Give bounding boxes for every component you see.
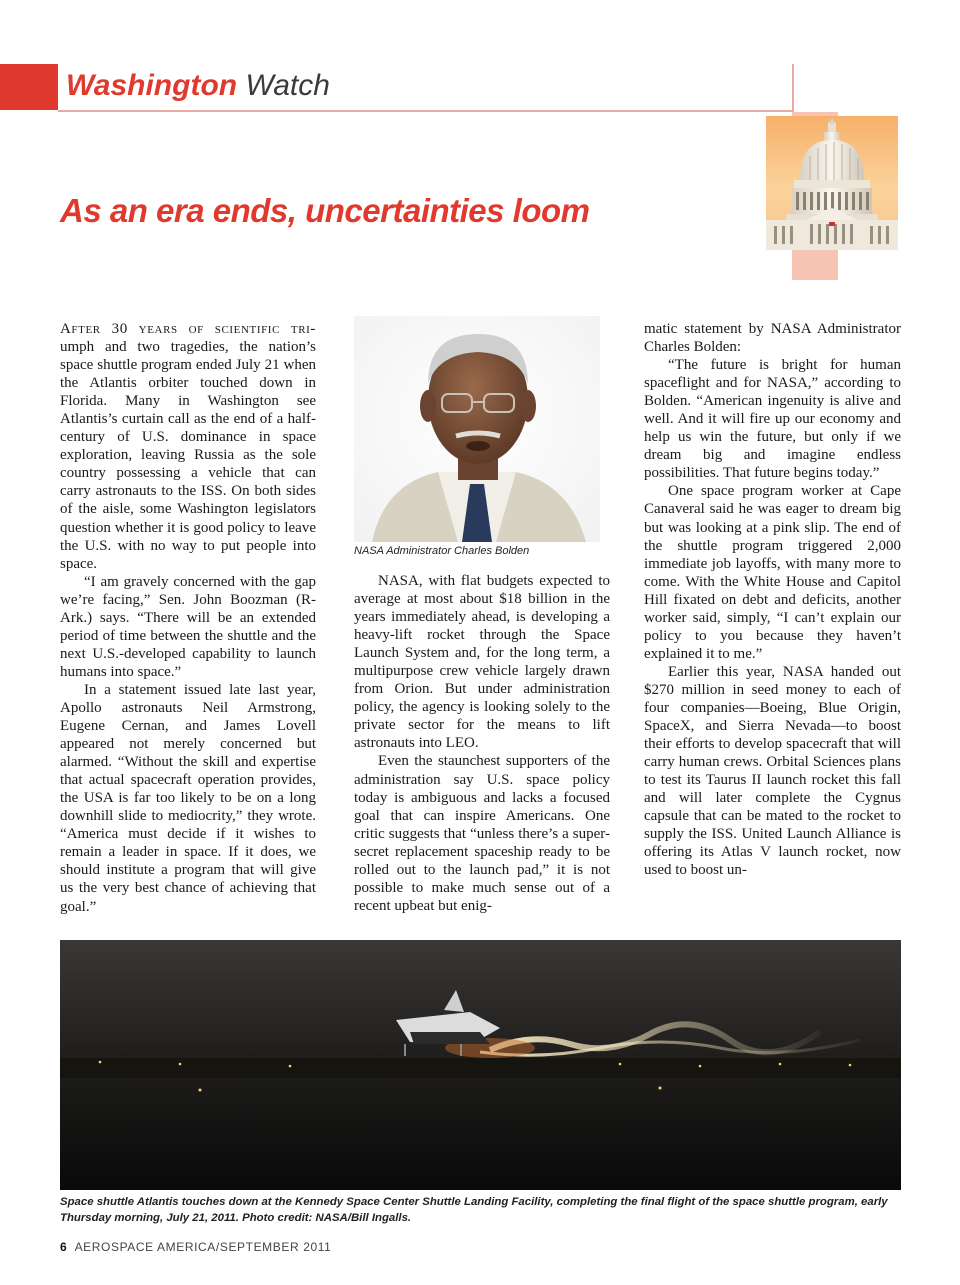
section-title-light: Watch	[245, 69, 330, 102]
lead-paragraph-text: umph and two tragedies, the nation’s space shuttle program ended July 21 when the Atlantis orbiter touched down in Florida. Many in Washington see Atlantis’s curtain call as the end of a half-century of U.S. dominance in space exploration, leaving Russia as the sole country possessing a vehicle that can carry astronauts to the ISS. On both sides of the aisle, some Washington legislators question whether it is good policy to leave the U.S. with no way to put people into space.	[60, 339, 316, 572]
article-paragraph: Earlier this year, NASA handed out $270 million in seed money to each of four companies—Boeing, Blue Origin, SpaceX, and Sierra Nevada—to boost their efforts to develop spacecraft that will carry human crews. Orbital Sciences plans to test its Taurus II launch rocket this fall and will later complete the Cygnus capsule that can be mated to the rocket to supply the ISS. United Launch Alliance is offering its Atlas V launch rocket, now used to boost un-	[644, 663, 901, 879]
article-paragraph: Even the staunchest supporters of the administration say U.S. space policy today is ambiguous and lacks a focused goal that can inspire Americans. One critic suggests that “unless there’s a super-secret replacement spaceship ready to be rolled out to the launch pad,” it is not possible to make much sense out of a recent upbeat but enig-	[354, 753, 610, 914]
article-paragraph	[60, 320, 316, 573]
photo-caption: Space shuttle Atlantis touches down at the Kennedy Space Center Shuttle Landing Facility, completing the final flight of the space shuttle program, early Thursday morning, July 21, 2011. Photo credit: NASA/Bill Ingalls.	[60, 1196, 888, 1224]
article-paragraph: NASA, with flat budgets expected to average at most about $18 billion in the years immediately ahead, is developing a heavy-lift rocket through the Space Launch System and, for the long term, a multipurpose crew vehicle largely drawn from Orion. But under administration policy, the agency is looking solely to the private sector for the means to lift astronauts into LEO.	[354, 573, 610, 752]
article-paragraph: matic statement by NASA Administrator Charles Bolden:	[644, 321, 901, 356]
article-paragraph: In a statement issued late last year, Apollo astronauts Neil Armstrong, Eugene Cernan, and James Lovell appeared not merely concerned but alarmed. “Without the skill and expertise that actual spacecraft operation provides, the USA is far too likely to be on a long downhill slide to mediocrity,” they wrote. “America must decide if it wishes to remain a leader in space. If it does, we should institute a program that will give us the very best chance of achieving that goal.”	[60, 681, 316, 915]
section-title-bold: Washington	[66, 69, 238, 102]
capitol-dome-image	[766, 116, 898, 250]
page-number: 6	[60, 1240, 68, 1254]
article-column-1	[60, 320, 316, 916]
article-paragraph: One space program worker at Cape Canaveral said he was eager to dream big but was looking at a pink slip. The end of the shuttle program triggered 2,000 immediate job layoffs, with many more to come. With the White House and Capitol Hill fixated on debt and deficits, another worker said, simply, “I can’t explain our policy to you because they haven’t explained it to me.”	[644, 483, 901, 662]
article-paragraph: “The future is bright for human spaceflight and for NASA,” according to Bolden. “American ingenuity is alive and well. And it will fire up our economy and help us win the future, but only if we dream big and imagine endless possibilities. That future begins today.”	[644, 357, 901, 482]
page-footer	[60, 1240, 331, 1254]
article-column-3	[644, 320, 901, 879]
article-column-2	[354, 572, 610, 915]
headline: As an era ends, uncertainties loom	[60, 192, 590, 229]
section-title	[66, 68, 330, 104]
section-red-tab	[0, 64, 58, 110]
charles-bolden-portrait	[354, 316, 600, 542]
article-paragraph: “I am gravely concerned with the gap we’re facing,” Sen. John Boozman (R-Ark.) says. “There will be an extended period of time between the shuttle and the next U.S.-developed capability to launch humans into space.”	[60, 573, 316, 680]
lead-in: After 30 years of scientific tri-	[60, 321, 316, 337]
section-rule-vertical	[792, 64, 794, 112]
section-rule	[58, 110, 794, 112]
portrait-caption: NASA Administrator Charles Bolden	[354, 545, 530, 557]
publication-line: AEROSPACE AMERICA/SEPTEMBER 2011	[74, 1240, 332, 1254]
shuttle-landing-photo	[60, 940, 901, 1190]
